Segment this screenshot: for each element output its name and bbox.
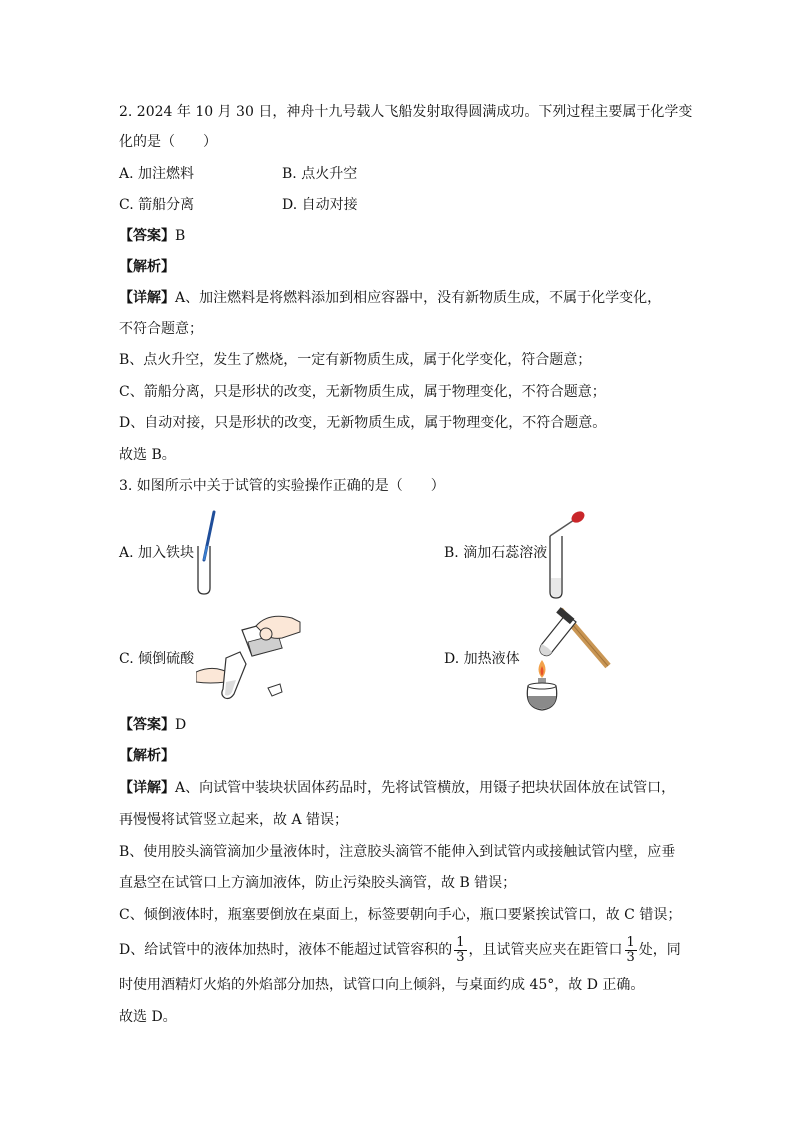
- fraction-numerator: 1: [456, 934, 465, 950]
- q3-detail-a1: [119, 778, 675, 798]
- answer-tag: 【答案】: [119, 717, 175, 733]
- detail-tag: 【详解】: [119, 780, 175, 796]
- detail-text: A、向试管中装块状固体药品时，先将试管横放，用镊子把块状固体放在试管口，: [175, 780, 676, 796]
- q3-detail-a2: 再慢慢将试管竖立起来，故 A 错误；: [119, 812, 349, 828]
- detail-tag: 【详解】: [119, 290, 175, 306]
- q2-stem-line2: 化的是（ ）: [119, 134, 217, 150]
- q3-option-a: A. 加入铁块: [119, 545, 195, 561]
- fraction-numerator: 1: [626, 934, 635, 950]
- q3-option-d: D. 加热液体: [444, 651, 520, 667]
- q2-detail-c: C、箭船分离，只是形状的改变，无新物质生成，属于物理变化，不符合题意；: [119, 384, 606, 400]
- q3-conclusion: 故选 D。: [119, 1009, 177, 1025]
- q2-detail-a2: 不符合题意；: [119, 321, 203, 337]
- q2-option-c: C. 箭船分离: [119, 197, 195, 213]
- answer-tag: 【答案】: [119, 228, 175, 244]
- fraction-one-third: [454, 936, 466, 965]
- dropper-test-tube-figure: [546, 506, 596, 602]
- q2-stem-line1: 2. 2024 年 10 月 30 日，神舟十九号载人飞船发射取得圆满成功。下列过程主要属于化学变: [119, 104, 693, 120]
- q3-answer: [119, 715, 186, 735]
- q2-detail-d: D、自动对接，只是形状的改变，无新物质生成，属于物理变化，不符合题意。: [119, 415, 607, 431]
- q2-conclusion: 故选 B。: [119, 447, 176, 463]
- fraction-denominator: 3: [626, 949, 635, 965]
- q3-detail-b2: 直悬空在试管口上方滴加液体，防止污染胶头滴管，故 B 错误；: [119, 875, 517, 891]
- detail-text: 处，同: [638, 942, 681, 958]
- q3-detail-d1: [119, 934, 681, 966]
- answer-value: D: [175, 717, 187, 733]
- heating-liquid-figure: [522, 604, 614, 716]
- fraction-one-third: [625, 936, 637, 965]
- q2-option-b: B. 点火升空: [282, 166, 358, 182]
- q3-option-b: B. 滴加石蕊溶液: [444, 545, 548, 561]
- q2-detail-b: B、点火升空，发生了燃烧，一定有新物质生成，属于化学变化，符合题意；: [119, 352, 592, 368]
- q3-option-c: C. 倾倒硫酸: [119, 651, 195, 667]
- q2-detail-a1: [119, 288, 661, 308]
- q3-analysis-tag: 【解析】: [119, 748, 175, 764]
- pouring-acid-figure: [196, 612, 306, 704]
- q3-stem: 3. 如图所示中关于试管的实验操作正确的是（ ）: [119, 478, 445, 494]
- q3-detail-b1: B、使用胶头滴管滴加少量液体时，注意胶头滴管不能伸入到试管内或接触试管内壁，应垂: [119, 844, 676, 860]
- fraction-denominator: 3: [456, 949, 465, 965]
- answer-value: B: [175, 228, 186, 244]
- q3-detail-d2: 时使用酒精灯火焰的外焰部分加热，试管口向上倾斜，与桌面约成 45°，故 D 正确。: [119, 977, 645, 993]
- q2-answer: [119, 226, 185, 246]
- detail-text: ，且试管夹应夹在距管口: [468, 942, 623, 958]
- q2-option-d: D. 自动对接: [282, 197, 358, 213]
- q2-analysis-tag: 【解析】: [119, 259, 175, 275]
- detail-text: A、加注燃料是将燃料添加到相应容器中，没有新物质生成，不属于化学变化，: [175, 290, 662, 306]
- detail-text: D、给试管中的液体加热时，液体不能超过试管容积的: [119, 942, 453, 958]
- test-tube-iron-figure: [194, 510, 220, 596]
- q3-detail-c: C、倾倒液体时，瓶塞要倒放在桌面上，标签要朝向手心，瓶口要紧挨试管口，故 C 错误；: [119, 907, 682, 923]
- q2-option-a: A. 加注燃料: [119, 166, 195, 182]
